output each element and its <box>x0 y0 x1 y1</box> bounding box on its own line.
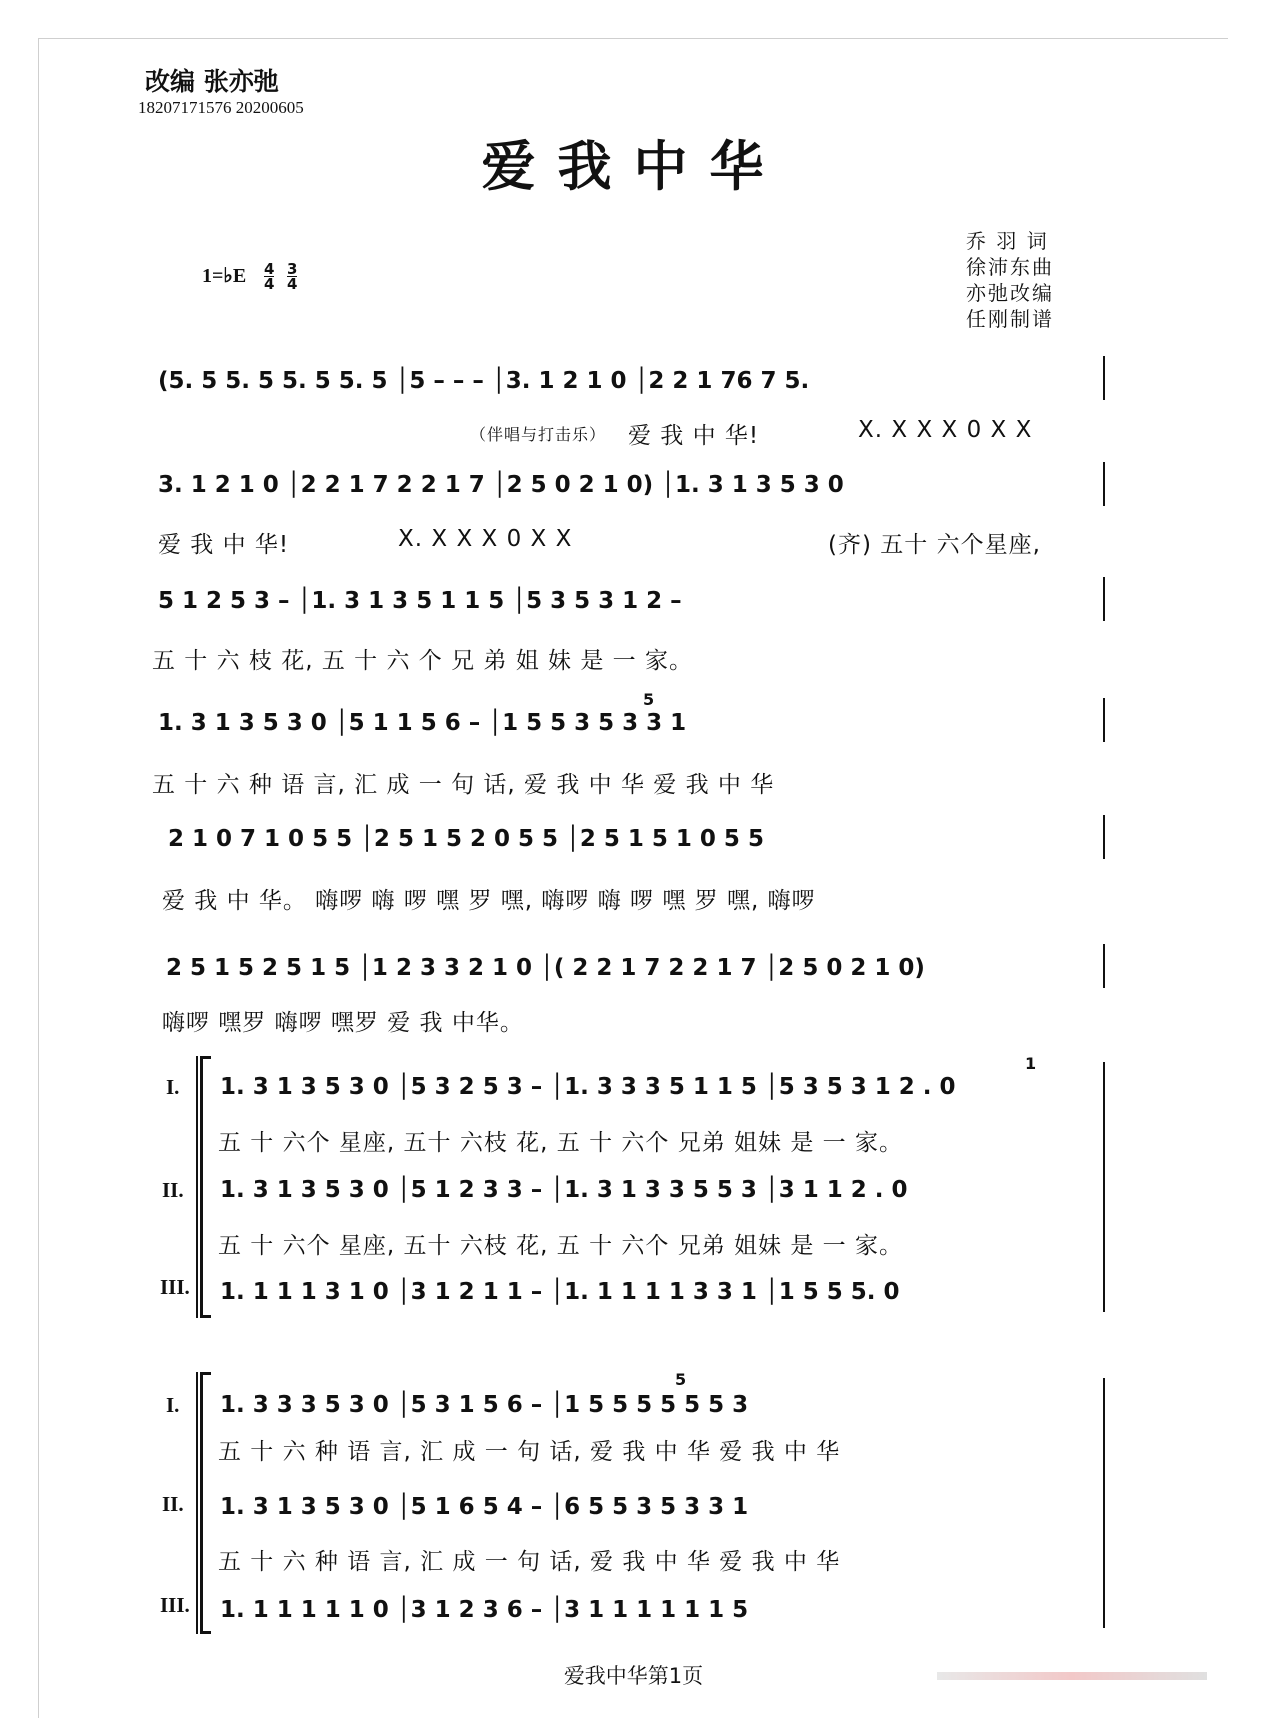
system5-end-bar <box>1103 815 1105 859</box>
chorus1-bracket-line <box>196 1056 198 1318</box>
chorus1-end-bar <box>1103 1062 1105 1312</box>
system6-end-bar <box>1103 944 1105 988</box>
watermark-strip <box>937 1672 1207 1680</box>
credit-arranger: 亦弛改编 <box>966 281 1054 305</box>
system1-end-bar <box>1103 356 1105 400</box>
chorus2-voice-3-music: 1. 1 1 1 1 1 0 │3 1 2 3 6 – │3 1 1 1 1 1 1 5 <box>220 1597 749 1623</box>
system3-music: 5 1 2 5 3 – │1. 3 1 3 5 1 1 5 │5 3 5 3 1 2 – <box>158 588 682 614</box>
chorus1-voice-2-music: 1. 3 1 3 5 3 0 │5 1 2 3 3 – │1. 3 1 3 3 5 5 3 │3 1 1 2 . 0 <box>220 1177 908 1203</box>
system5-music: 2 1 0 7 1 0 5 5 │2 5 1 5 2 0 5 5 │2 5 1 5 1 0 5 5 <box>168 826 764 852</box>
chorus2-voice-2-label: II. <box>162 1492 184 1516</box>
chorus2-voice-1-label: I. <box>166 1393 180 1417</box>
system1-lyric-note: （伴唱与打击乐） <box>470 425 607 444</box>
chorus1-voice-3-music: 1. 1 1 1 3 1 0 │3 1 2 1 1 – │1. 1 1 1 1 3 3 1 │1 5 5 5. 0 <box>220 1279 900 1305</box>
system1-lyric: 爱 我 中 华! <box>628 423 760 449</box>
system6-music: 2 5 1 5 2 5 1 5 │1 2 3 3 2 1 0 │( 2 2 1 7 2 2 1 7 │2 5 0 2 1 0) <box>166 955 925 981</box>
chorus2-voice-3-label: III. <box>160 1593 190 1617</box>
chorus1-voice-2-lyric: 五 十 六个 星座, 五十 六枝 花, 五 十 六个 兄弟 姐妹 是 一 家。 <box>218 1233 903 1259</box>
chorus1-voice-1-lyric: 五 十 六个 星座, 五十 六枝 花, 五 十 六个 兄弟 姐妹 是 一 家。 <box>218 1130 903 1156</box>
credit-composer: 徐沛东曲 <box>966 255 1054 279</box>
time-signature-2 <box>287 262 297 291</box>
system2-lyric: 爱 我 中 华! <box>158 532 290 558</box>
system5-lyric: 爱 我 中 华。 嗨啰 嗨 啰 嘿 罗 嘿, 嗨啰 嗨 啰 嘿 罗 嘿, 嗨啰 <box>162 888 816 914</box>
system3-end-bar <box>1103 577 1105 621</box>
chorus2-voice-1-lyric: 五 十 六 种 语 言, 汇 成 一 句 话, 爱 我 中 华 爱 我 中 华 <box>218 1439 841 1465</box>
system2-lyric-end: (齐) 五十 六个星座, <box>828 532 1041 558</box>
system2-end-bar <box>1103 462 1105 506</box>
time-sig-1-bottom: 4 <box>264 275 275 293</box>
key-signature: 1=♭E <box>202 265 247 287</box>
chorus1-voice-2-label: II. <box>162 1178 184 1202</box>
chorus2-end-bar <box>1103 1378 1105 1628</box>
chorus1-grace-note: 1 <box>1025 1054 1038 1073</box>
system2-rhythm: X. X X X 0 X X <box>398 526 573 552</box>
arranger-credit: 改编 张亦弛 <box>145 67 279 96</box>
chorus1-voice-1-label: I. <box>166 1075 180 1099</box>
chorus2-voice-1-music: 1. 3 3 3 5 3 0 │5 3 1 5 6 – │1 5 5 5 5 5 5 3 <box>220 1392 749 1418</box>
system2-music: 3. 1 2 1 0 │2 2 1 7 2 2 1 7 │2 5 0 2 1 0) │1. 3 1 3 5 3 0 <box>158 472 844 498</box>
chorus2-bracket <box>200 1372 211 1634</box>
system6-lyric: 嗨啰 嘿罗 嗨啰 嘿罗 爱 我 中华。 <box>162 1010 524 1036</box>
system4-grace-note: 5 <box>643 690 656 709</box>
system4-music: 1. 3 1 3 5 3 0 │5 1 1 5 6 – │1 5 5 3 5 3 3 1 <box>158 710 687 736</box>
system3-lyric: 五 十 六 枝 花, 五 十 六 个 兄 弟 姐 妹 是 一 家。 <box>152 648 693 674</box>
time-signature-1 <box>264 262 274 291</box>
system4-end-bar <box>1103 698 1105 742</box>
contact-line: 18207171576 20200605 <box>138 98 304 117</box>
page-footer: 爱我中华第1页 <box>563 1664 704 1688</box>
system4-lyric: 五 十 六 种 语 言, 汇 成 一 句 话, 爱 我 中 华 爱 我 中 华 <box>152 772 775 798</box>
chorus1-voice-1-music: 1. 3 1 3 5 3 0 │5 3 2 5 3 – │1. 3 3 3 5 1 1 5 │5 3 5 3 1 2 . 0 <box>220 1074 956 1100</box>
chorus2-grace-note: 5 <box>675 1370 688 1389</box>
system1-music: (5. 5 5. 5 5. 5 5. 5 │5 – – – │3. 1 2 1 0 │2 2 1 76 7 5. <box>158 368 810 394</box>
page-title: 爱我中华 <box>481 134 786 198</box>
time-sig-2-top: 3 <box>287 260 298 278</box>
credits-block <box>966 228 1054 332</box>
time-sig-1-top: 4 <box>264 260 275 278</box>
credit-engraver: 任刚制谱 <box>966 307 1054 331</box>
chorus2-voice-2-music: 1. 3 1 3 5 3 0 │5 1 6 5 4 – │6 5 5 3 5 3 3 1 <box>220 1494 749 1520</box>
time-sig-2-bottom: 4 <box>287 275 298 293</box>
chorus2-voice-2-lyric: 五 十 六 种 语 言, 汇 成 一 句 话, 爱 我 中 华 爱 我 中 华 <box>218 1549 841 1575</box>
chorus1-voice-3-label: III. <box>160 1275 190 1299</box>
credit-lyricist: 乔 羽 词 <box>966 229 1049 253</box>
chorus1-bracket <box>200 1056 211 1318</box>
system1-rhythm: X. X X X 0 X X <box>858 417 1033 443</box>
chorus2-bracket-line <box>196 1372 198 1634</box>
